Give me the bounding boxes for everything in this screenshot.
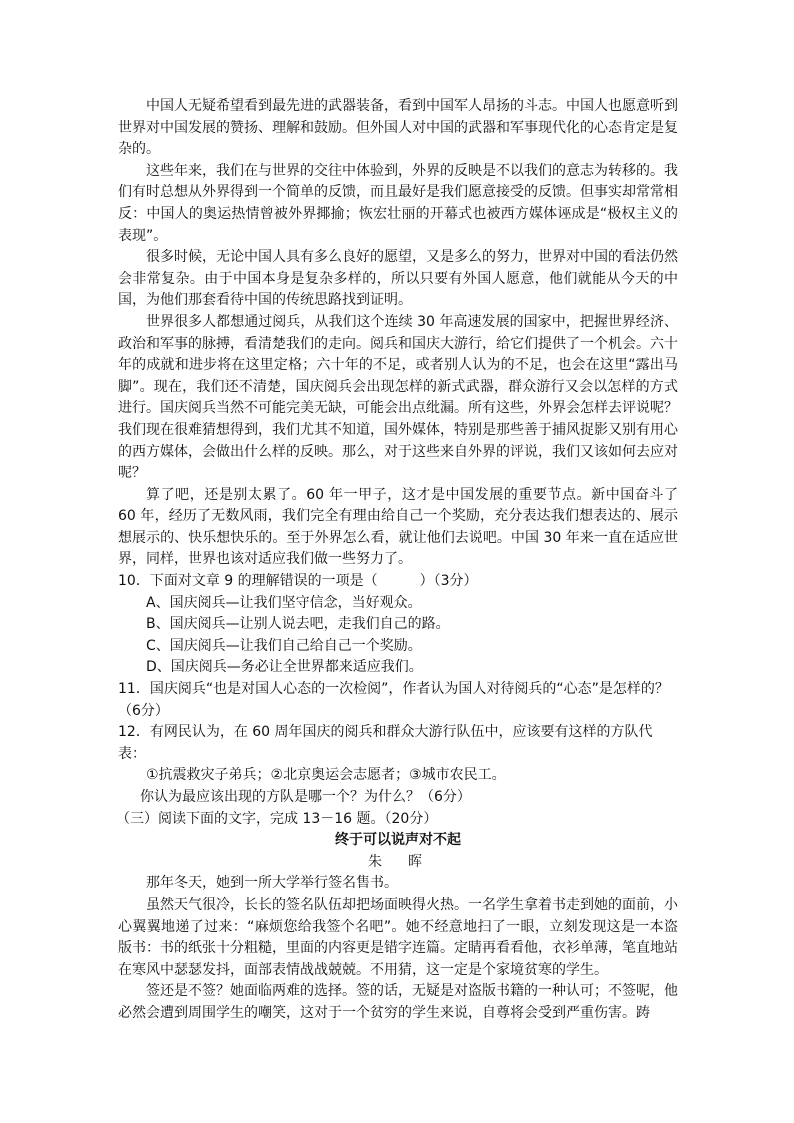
- article-paragraph: 很多时候，无论中国人具有多么良好的愿望，又是多么的努力，世界对中国的看法仍然会非常复杂。由于中国本身是复杂多样的，所以只要有外国人愿意，他们就能从今天的中国，为他们那套看待中国的传统思路找到证明。: [118, 249, 678, 309]
- question-10-stem: 10．下面对文章 9 的理解错误的一项是（ ）（3分）: [118, 573, 478, 590]
- document-page: [118, 96, 678, 1025]
- question-12-ask: 你认为最应该出现的方队是哪一个？为什么？（6分）: [140, 789, 471, 805]
- article-paragraph: 世界很多人都想通过阅兵，从我们这个连续 30 年高速发展的国家中，把握世界经济、政治和军事的脉搏，看清楚我们的走向。阅兵和国庆大游行，给它们提供了一个机会。六十年的成就和进步将在这里定格；六十年的不足，或者别人认为的不足，也会在这里“露出马脚”。现在，我们还不清楚，国庆阅兵会出现怎样的新式武器，群众游行又会以怎样的方式进行。国庆阅兵当然不可能完美无缺，可能会出点纰漏。所有这些，外界会怎样去评说呢？我们现在很难猜想得到，我们尤其不知道，国外媒体，特别是那些善于捕风捉影又别有用心的西方媒体，会做出什么样的反映。那么，对于这些来自外界的评说，我们又该如何去应对呢？: [118, 313, 678, 482]
- question-12-choices: ①抗震救灾子弟兵；②北京奥运会志愿者；③城市农民工。: [146, 767, 506, 784]
- article-paragraph: 这些年来，我们在与世界的交往中体验到，外界的反映是不以我们的意志为转移的。我们有时总想从外界得到一个简单的反馈，而且最好是我们愿意接受的反馈。但事实却常常相反：中国人的奥运热情曾被外界揶揄；恢宏壮丽的开幕式也被西方媒体诬成是“极权主义的表现”。: [118, 162, 678, 244]
- story-paragraph: 虽然天气很冷，长长的签名队伍却把场面映得火热。一名学生拿着书走到她的面前，小心翼翼地递了过来：“麻烦您给我签个名吧”。她不经意地扫了一眼，立刻发现这是一本盗版书：书的纸张十分粗糙，里面的内容更是错字连篇。定睛再看看他，衣衫单薄，笔直地站在寒风中瑟瑟发抖，面部表情战战兢兢。不用猜，这一定是个家境贫寒的学生。: [118, 896, 678, 978]
- story-paragraph: 那年冬天，她到一所大学举行签名售书。: [146, 875, 398, 892]
- article-paragraph: 中国人无疑希望看到最先进的武器装备，看到中国军人昂扬的斗志。中国人也愿意听到世界对中国发展的赞扬、理解和鼓励。但外国人对中国的武器和军事现代化的心态肯定是复杂的。: [118, 98, 678, 158]
- story-title: 终于可以说声对不起: [335, 832, 461, 849]
- section-3-heading: （三）阅读下面的文字，完成 13－16 题。（20分）: [116, 810, 438, 827]
- story-author: 朱 晖: [368, 853, 428, 870]
- question-10-option-b: B、国庆阅兵—让别人说去吧，走我们自己的路。: [146, 616, 450, 633]
- question-10-option-c: C、国庆阅兵—让我们自己给自己一个奖励。: [146, 637, 422, 654]
- story-paragraph: 签还是不签？她面临两难的选择。签的话，无疑是对盗版书籍的一种认可；不签呢，他必然会遭到周围学生的嘲笑，这对于一个贫穷的学生来说，自尊将会受到严重伤害。踌: [118, 983, 678, 1021]
- question-11-stem: 11．国庆阅兵“也是对国人心态的一次检阅”，作者认为国人对待阅兵的“心态”是怎样的？（6分）: [118, 681, 669, 719]
- question-10-option-a: A、国庆阅兵—让我们坚守信念，当好观众。: [146, 594, 422, 611]
- article-paragraph: 算了吧，还是别太累了。60 年一甲子，这才是中国发展的重要节点。新中国奋斗了 60 年，经历了无数风雨，我们完全有理由给自己一个奖励，充分表达我们想表达的、展示想展示的、快乐想快乐的。至于外界怎么看，就让他们去说吧。中国 30 年来一直在适应世界，同样，世界也该对适应我们做一些努力了。: [118, 486, 678, 568]
- question-12-stem: 12．有网民认为，在 60 周年国庆的阅兵和群众大游行队伍中，应该要有这样的方队代表：: [118, 724, 653, 762]
- question-10-option-d: D、国庆阅兵—务必让全世界都来适应我们。: [146, 659, 423, 676]
